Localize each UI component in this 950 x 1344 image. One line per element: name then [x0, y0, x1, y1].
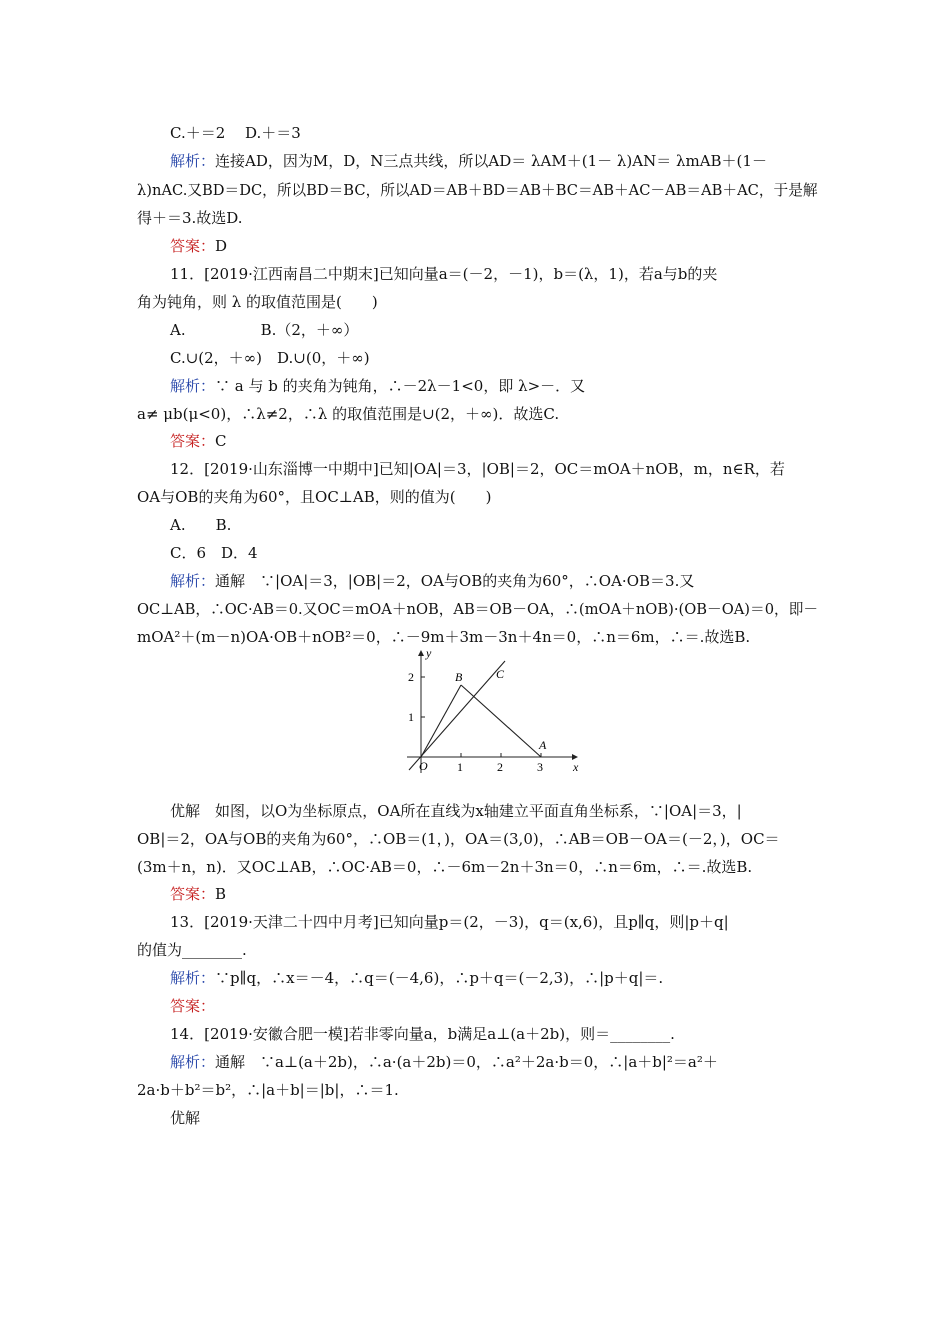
tick-label-y-2: 2: [408, 670, 414, 684]
answer-label: 答案：: [170, 885, 216, 903]
solution-14-line-2: 2a·b＋b²＝b²，∴|a＋b|＝|b|，∴＝1.: [137, 1081, 399, 1099]
point-label-B: B: [455, 670, 463, 684]
options-a-b: A. B.: [170, 516, 232, 534]
answer-10: [170, 236, 227, 256]
point-label-A: A: [539, 738, 547, 752]
solution-12-alt-line-2: OB|＝2，OA与OB的夹角为60°，∴OB＝(1，)，OA＝(3,0)，∴AB＝OB－OA＝(－2，)，OC＝: [137, 830, 780, 848]
answer-12: [170, 884, 226, 904]
solution-label: 解析：: [170, 152, 216, 170]
point-label-C: C: [496, 667, 505, 681]
solution-10-line-3: 得＋＝3.故选D.: [137, 209, 243, 227]
tick-label-x-1: 1: [457, 760, 463, 774]
question-12-line-1: 12．[2019·山东淄博一中期中]已知|OA|＝3，|OB|＝2，OC＝mOA＋nOB，m，n∈R，若: [170, 460, 785, 478]
solution-text: ∵ a 与 b 的夹角为钝角，∴－2λ－1<0，即 λ>－．又: [215, 377, 586, 395]
solution-12-line-1: [170, 571, 694, 591]
axis-label-y: y: [426, 646, 432, 660]
options-c-d: C.＋＝2 D.＋＝3: [170, 124, 301, 142]
question-12-line-2: OA与OB的夹角为60°，且OC⊥AB，则的值为( ): [137, 488, 492, 506]
question-11-line-1: 11．[2019·江西南昌二中期末]已知向量a＝(－2，－1)，b＝(λ，1)，若a与b的夹: [170, 265, 718, 283]
solution-14-line-1: [170, 1052, 718, 1072]
segment-OB: [421, 685, 461, 757]
solution-label: 解析：: [170, 572, 216, 590]
solution-13: [170, 968, 663, 988]
solution-14-alt-label: 优解: [170, 1109, 201, 1127]
answer-label: 答案：: [170, 237, 216, 255]
options-c-d: C.∪(2，＋∞) D.∪(0，＋∞): [170, 349, 370, 367]
solution-12-line-3: mOA²＋(m－n)OA·OB＋nOB²＝0，∴－9m＋3m－3n＋4n＝0，∴n＝6m，∴＝.故选B.: [137, 628, 751, 646]
solution-label: 解析：: [170, 969, 216, 987]
question-11-line-2: 角为钝角，则 λ 的取值范围是( ): [137, 293, 378, 311]
solution-label: 解析：: [170, 1053, 216, 1071]
segment-BA: [461, 685, 541, 757]
axis-label-x: x: [573, 760, 579, 774]
answer-11: [170, 431, 227, 451]
answer-label: 答案：: [170, 432, 216, 450]
solution-text: 通解 ∵|OA|＝3，|OB|＝2，OA与OB的夹角为60°，∴OA·OB＝3.又: [215, 572, 695, 590]
solution-text: ∵p∥q，∴x＝－4，∴q＝(－4,6)，∴p＋q＝(－2,3)，∴|p＋q|＝.: [215, 969, 664, 987]
solution-10-line-2: λ)nAC.又BD＝DC，所以BD＝BC，所以AD＝AB＋BD＝AB＋BC＝AB＋AC－AB＝AB＋AC，于是解: [137, 181, 818, 199]
answer-13: [170, 996, 215, 1016]
answer-value: C: [215, 432, 227, 450]
solution-12-alt-line-1: 优解 如图，以O为坐标原点，OA所在直线为x轴建立平面直角坐标系，∵|OA|＝3，|: [170, 802, 742, 820]
solution-label: 解析：: [170, 377, 216, 395]
solution-text: 连接AD，因为M，D，N三点共线，所以AD＝ λAM＋(1－ λ)AN＝ λmAB＋(1－: [215, 152, 767, 170]
tick-label-y-1: 1: [408, 710, 414, 724]
solution-10-line-1: [170, 151, 767, 171]
coordinate-figure: [395, 645, 595, 780]
options-a-b: A. B.（2，＋∞）: [170, 321, 359, 339]
origin-label: O: [419, 759, 428, 773]
solution-12-line-2: OC⊥AB，∴OC·AB＝0.又OC＝mOA＋nOB，AB＝OB－OA，∴(mOA＋nOB)·(OB－OA)＝0，即－: [137, 600, 819, 618]
question-14: 14．[2019·安徽合肥一模]若非零向量a，b满足a⊥(a＋2b)，则＝________.: [170, 1025, 675, 1043]
question-13-line-2: 的值为________.: [137, 941, 247, 959]
options-c-d: C．6 D．4: [170, 544, 258, 562]
tick-label-x-3: 3: [537, 760, 543, 774]
solution-12-alt-line-3: (3m＋n，n)．又OC⊥AB，∴OC·AB＝0，∴－6m－2n＋3n＝0，∴n＝6m，∴＝.故选B.: [137, 858, 753, 876]
solution-text: 通解 ∵a⊥(a＋2b)，∴a·(a＋2b)＝0，∴a²＋2a·b＝0，∴|a＋b|²＝a²＋: [215, 1053, 718, 1071]
question-13-line-1: 13．[2019·天津二十四中月考]已知向量p＝(2，－3)，q＝(x,6)，且p∥q，则|p＋q|: [170, 913, 729, 931]
answer-label: 答案：: [170, 997, 216, 1015]
answer-value: B: [215, 885, 227, 903]
solution-11-line-1: [170, 376, 585, 396]
solution-11-line-2: a≠ μb(μ<0)，∴λ≠2，∴λ 的取值范围是∪(2，＋∞)．故选C.: [137, 405, 560, 423]
tick-label-x-2: 2: [497, 760, 503, 774]
answer-value: D: [215, 237, 228, 255]
